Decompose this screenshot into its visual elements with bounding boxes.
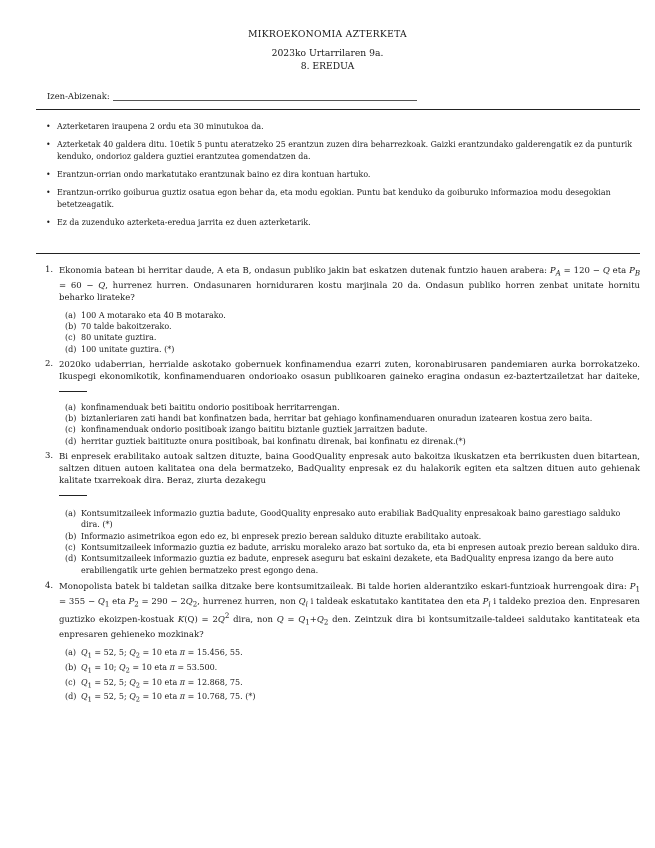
option-c: (c) $Q_1 = 52$, 5; $Q_2 = 10$ eta π = 12.868, 75. xyxy=(65,677,243,690)
question-4 xyxy=(45,581,640,706)
exam-date: 2023ko Urtarrilaren 9a. xyxy=(271,48,384,59)
questions-list xyxy=(45,265,640,706)
instruction-item: • Erantzun-orriko goiburua guztiz osatua egon behar da, eta modu egokian. Puntu bat kenduko da goiburuko informazioa modu desegokian betetzeagatik. xyxy=(46,187,638,211)
answer-blank xyxy=(59,487,87,496)
question-3 xyxy=(45,451,640,576)
option-b: (b) biztanleriaren zati handi bat konfinatzen bada, herritar bat gehiago konfinamenduaren onuradun izatearen kostua zero baita. xyxy=(65,414,593,424)
instruction-item: • Ez da zuzenduko azterketa-eredua jarrita ez duen azterketarik. xyxy=(46,217,638,229)
option-d: (d) $Q_1 = 52$, 5; $Q_2 = 10$ eta π = 10.768, 75. (*) xyxy=(65,692,256,704)
option-a: (a) konfinamenduak beti baititu ondorio positiboak herritarrengan. xyxy=(65,402,340,412)
name-label: Izen-Abizenak xyxy=(47,91,107,101)
name-field[interactable] xyxy=(113,90,417,101)
option-b: (b) $Q_1 = 10$; $Q_2 = 10$ eta π = 53.500. xyxy=(65,662,218,675)
question-number: 2. xyxy=(45,358,54,369)
option-d: (d) herritar guztiek baitituzte onura positiboak, bai konfinatu direnak, bai konfinatu ez direnak.(*) xyxy=(65,436,466,446)
question-2 xyxy=(45,359,640,447)
options-list xyxy=(59,508,640,576)
instruction-item: • Azterketaren iraupena 2 ordu eta 30 minutukoa da. xyxy=(46,121,638,133)
question-number: 1. xyxy=(45,265,54,275)
option-a: (a) $Q_1 = 52$, 5; $Q_2 = 10$ eta π = 15.456, 55. xyxy=(65,647,243,660)
option-c: (c) konfinamenduak ondorio positiboak izango baititu biztanle guztiek jarraitzen badute. xyxy=(65,425,428,435)
question-number: 4. xyxy=(45,580,54,591)
option-b: (b) Informazio asimetrikoa egon edo ez, bi enpresek prezio berean salduko dituzte erabilitako autoak. xyxy=(65,531,482,541)
option-c: (c) Kontsumitzaileek informazio guztia ez badute, arrisku moraleko arazo bat sortuko da, eta bi enpresen autoak prezio berean salduko dira. xyxy=(65,542,640,552)
question-text: Ekonomia batean bi herritar daude, A eta B, ondasun publiko jakin bat eskatzen dutenak funtzio hauen arabera: $P_A = 120 - Q$ eta $P_B = 60 - Q$, hurrenez hurren. Ondasunaren horniduraren kostu marjinala 20 da. Ondasun publiko horren zenbat unitate hornitu beharko lirateke? xyxy=(59,266,641,303)
option-d: (d) 100 unitate guztira. (*) xyxy=(65,344,175,354)
question-number: 3. xyxy=(45,451,54,462)
question-1 xyxy=(45,265,640,355)
exam-model: 8. EREDUA xyxy=(300,61,355,72)
option-a: (a) 100 A motarako eta 40 B motarako. xyxy=(65,310,226,320)
question-text: 2020ko udaberrian, herrialde askotako gobernuek konfinamendua ezarri zuten, koronabirusaren pandemiaren aurka borrokatzeko. Ikuspegi ekonomikotik, konfinamenduaren ondorioako osasun publikoaren gaineko eragina ondasun ez-baztertzailetzat har daiteke, xyxy=(59,359,640,396)
option-c: (c) 80 unitate guztira. xyxy=(65,333,157,343)
options-list xyxy=(59,310,640,355)
divider-bottom xyxy=(36,253,640,254)
option-d: (d) Kontsumitzaileek informazio guztia ez badute, enpresek aseguru bat eskaini dezakete, eta BadQuality enpresa izango da bere auto erabiliengatik urte gehien bermatzeko prest egongo dena. xyxy=(65,554,614,575)
question-text: Bi enpresek erabilitako autoak saltzen dituzte, baina GoodQuality enpresak auto bakoitza ikuskatzen eta berrikusten duen bitartean, saltzen dituen autoen kalitatea ona dela bermatzeko, BadQuality enpresak ez du halakorik egiten eta saltzen dituen auto gehienak kalitate txarrekoak dira. Beraz, ziurta dezakegu xyxy=(59,451,640,500)
name-field-row: Izen-Abizenak : xyxy=(47,90,417,101)
instructions-list xyxy=(46,121,638,235)
answer-blank xyxy=(59,383,87,392)
option-b: (b) 70 talde bakoitzerako. xyxy=(65,321,172,331)
options-list xyxy=(59,402,640,447)
instruction-item: • Erantzun-orrian ondo markatutako erantzunak baino ez dira kontuan hartuko. xyxy=(46,169,638,181)
option-a: (a) Kontsumitzaileek informazio guztia badute, GoodQuality enpresako auto erabiliak BadQuality enpresakoak baino garestiago salduko dira. (*) xyxy=(65,509,621,530)
divider-top xyxy=(36,109,640,110)
question-text: Monopolista batek bi taldetan sailka ditzake bere kontsumitzaileak. Bi talde horien alderantziko eskari-funtzioak hurrengoak dira: $P_1 = 355 - Q_1$ eta $P_2 = 290 - 2Q_2$, hurrenez hurren, non $Q_i$ i taldeak eskatutako kantitatea den eta $P_i$ i taldeko prezioa den. Enpresaren guztizko ekoizpen-kostuak $K(Q) = 2Q^2$ dira, non $Q = Q_1+Q_2$ den. Zeintzuk dira bi kontsumitzaile-taldeei saldutako kantitateak eta enpresaren gehieneko mozkinak? xyxy=(59,581,641,640)
instruction-item: • Azterketak 40 galdera ditu. 10etik 5 puntu ateratzeko 25 erantzun zuzen dira beharrezkoak. Gaizki erantzundako galderengatik ez da punturik kenduko, ondorioz galdera guztiei erantzutea gomendatzen da. xyxy=(46,139,638,163)
exam-title: MIKROEKONOMIA AZTERKETA xyxy=(248,29,407,40)
options-list xyxy=(59,647,640,707)
